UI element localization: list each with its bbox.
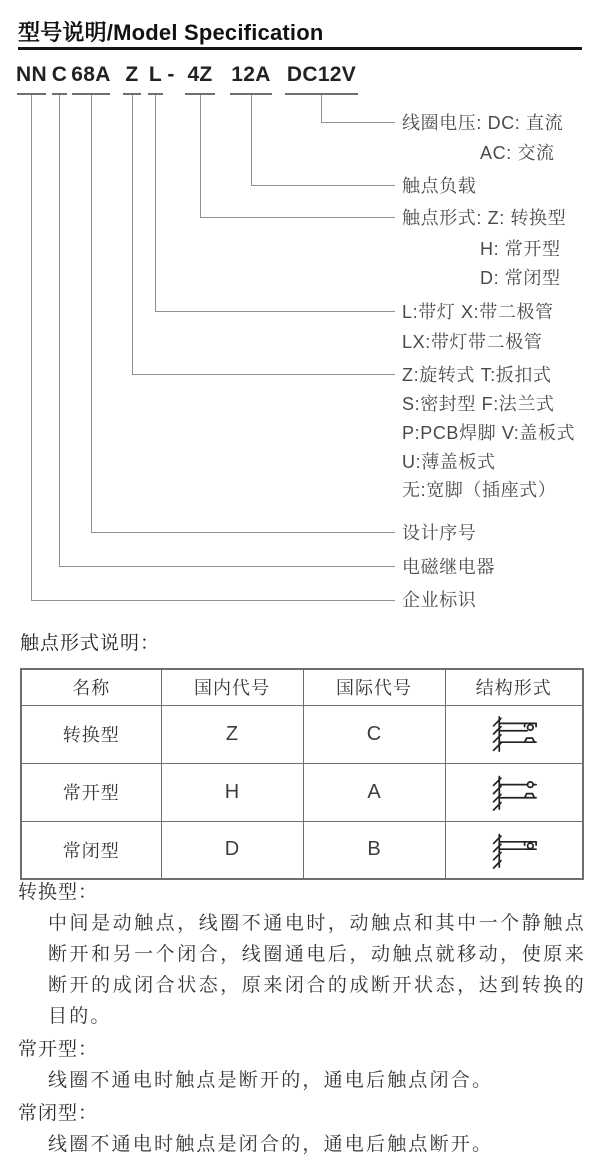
note-block [18,880,584,1032]
label-contact-load: 触点负载 [402,176,477,196]
table-row [21,763,583,821]
cell-domestic-code: D [161,821,303,879]
note-body-normally-open: 线圈不通电时触点是断开的，通电后触点闭合。 [48,1070,494,1091]
note-heading-normally-closed: 常闭型： [18,1103,99,1124]
connector-brand [31,95,395,601]
note-heading-normally-open: 常开型： [18,1039,99,1060]
cell-structure [445,763,583,821]
normally-closed-contact-symbol [487,829,541,871]
cell-name: 转换型 [21,705,161,763]
cell-name: 常闭型 [21,821,161,879]
model-code-token-dash: - [167,63,175,86]
label-relay: 电磁继电器 [402,557,495,577]
label-mount-z: Z:旋转式 T:扳扣式 [402,365,552,385]
label-contact-form: 触点形式: Z: 转换型 [402,208,567,228]
label-brand: 企业标识 [402,590,477,610]
note-block [18,1037,584,1096]
label-contact-form-d: D: 常闭型 [480,268,561,288]
model-code-token-voltage: DC12V [286,63,357,86]
cell-name: 常开型 [21,763,161,821]
label-mount-none: 无:宽脚（插座式） [402,480,557,500]
page-title: 型号说明/Model Specification [18,20,324,45]
model-code-token-contact-form: 4Z [187,63,213,86]
col-header-domestic: 国内代号 [161,669,303,705]
table-row [21,705,583,763]
label-mount-u: U:薄盖板式 [402,452,496,472]
cell-structure [445,705,583,763]
model-code-token-series: 68A [71,63,111,86]
contact-table-section-title: 触点形式说明： [20,633,161,654]
col-header-international: 国际代号 [303,669,445,705]
changeover-contact-symbol [487,713,541,755]
label-contact-form-h: H: 常开型 [480,239,561,259]
model-code-token-brand: NN [16,63,47,86]
note-body-normally-closed: 线圈不通电时触点是闭合的，通电后触点断开。 [48,1134,494,1155]
note-block [18,1101,584,1160]
cell-international-code: C [303,705,445,763]
model-code-token-load: 12A [231,63,271,86]
title-rule [18,47,582,50]
label-coil-voltage: 线圈电压: DC: 直流 [402,113,564,133]
note-heading-changeover: 转换型： [18,882,99,903]
label-mount-s: S:密封型 F:法兰式 [402,394,555,414]
label-lamp-diode: L:带灯 X:带二极管 [402,302,554,322]
cell-domestic-code: Z [161,705,303,763]
model-code-token-relay: C [51,63,68,86]
cell-domestic-code: H [161,763,303,821]
cell-international-code: A [303,763,445,821]
label-design-serial: 设计序号 [402,523,477,543]
label-coil-voltage-ac: AC: 交流 [480,143,555,163]
cell-international-code: B [303,821,445,879]
model-code-token-lamp: L [148,63,163,86]
table-header-row [21,669,583,705]
notes-section [18,880,584,1165]
table-row [21,821,583,879]
cell-structure [445,821,583,879]
col-header-name: 名称 [21,669,161,705]
label-mount-p: P:PCB焊脚 V:盖板式 [402,423,576,443]
label-lamp-diode-lx: LX:带灯带二极管 [402,332,543,352]
note-body-changeover: 中间是动触点，线圈不通电时，动触点和其中一个静触点断开和另一个闭合，线圈通电后，动触点就移动，使原来断开的成闭合状态，原来闭合的成断开状态，达到转换的目的。 [48,913,586,1027]
contact-form-table [20,668,584,880]
col-header-structure: 结构形式 [445,669,583,705]
model-code-token-mount: Z [125,63,139,86]
normally-open-contact-symbol [487,771,541,813]
